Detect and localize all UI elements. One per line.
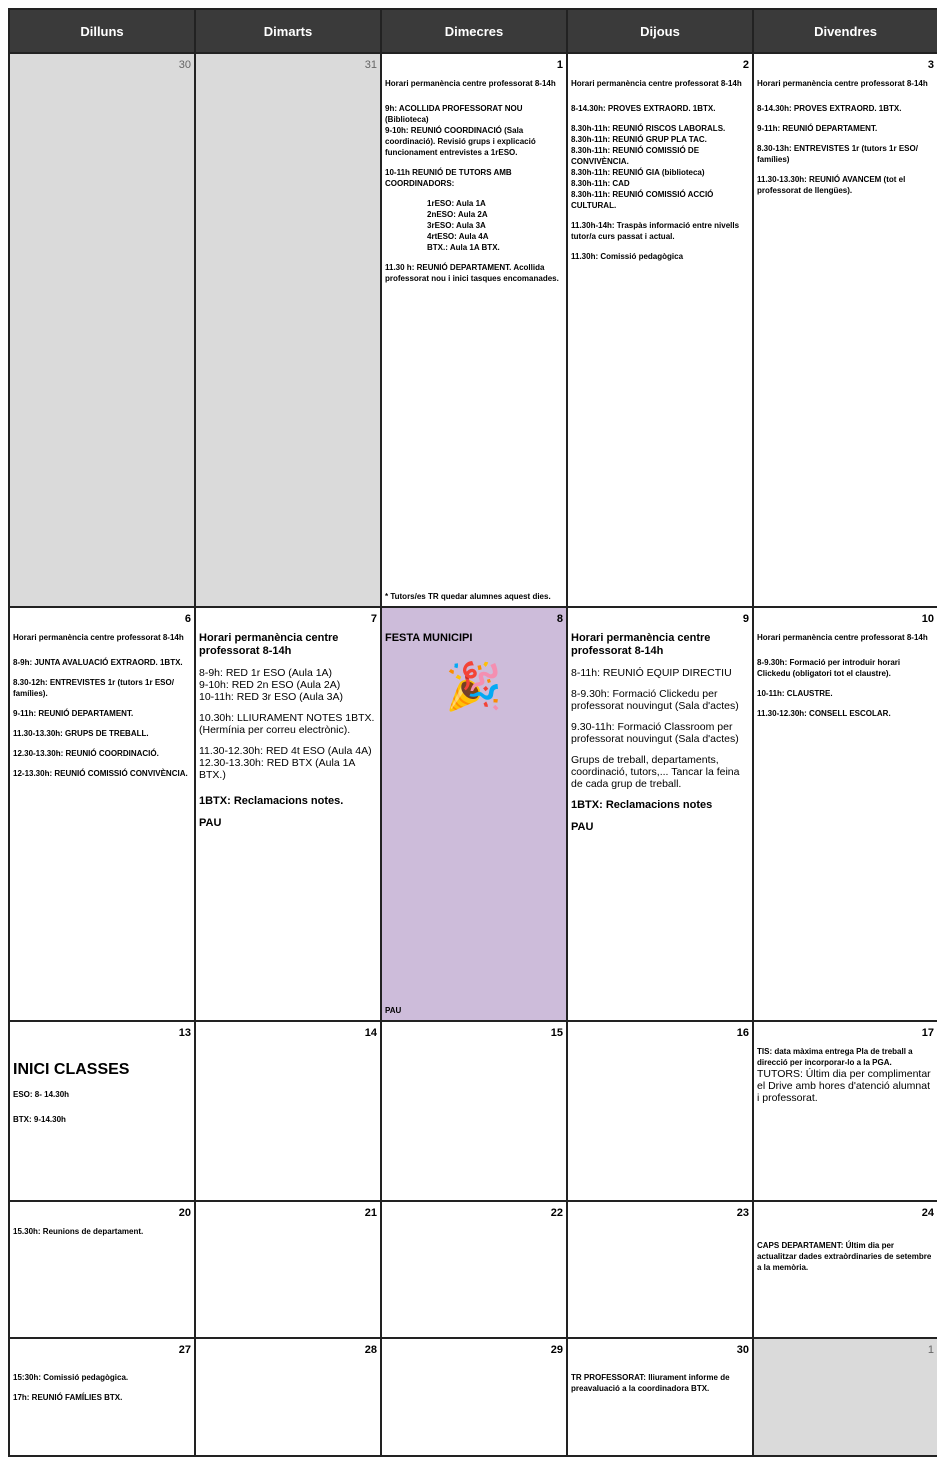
spacer — [13, 1100, 191, 1114]
event-text: 8-11h: REUNIÓ EQUIP DIRECTIU — [571, 667, 732, 679]
day-cell — [753, 1021, 937, 1201]
spacer — [13, 668, 191, 677]
day-cell — [195, 1201, 381, 1338]
spacer — [571, 658, 749, 667]
event-text: 9h: ACOLLIDA PROFESSORAT NOU (Biblioteca) — [385, 104, 523, 124]
day-cell — [753, 607, 937, 1021]
day-cell — [753, 1338, 937, 1456]
spacer — [13, 759, 191, 768]
event-text: 11.30h-14h: Traspàs informació entre nivells tutor/a curs passat i actual. — [571, 221, 740, 241]
spacer — [571, 89, 749, 103]
day-cell — [9, 1338, 195, 1456]
event-text: 11.30-12.30h: RED 4t ESO (Aula 4A) — [199, 745, 372, 757]
event-text: PAU — [199, 817, 222, 829]
day-cell — [753, 53, 937, 607]
spacer — [385, 253, 563, 262]
day-cell — [567, 53, 753, 607]
spacer — [385, 158, 563, 167]
event-text: 15:30h: Comissió pedagògica. — [13, 1373, 129, 1382]
spacer — [199, 808, 377, 817]
spacer — [757, 114, 934, 123]
day-number: 30 — [736, 1344, 749, 1356]
week-row — [9, 1338, 937, 1456]
day-cell — [381, 607, 567, 1021]
event-text: Horari permanència centre professorat 8-14h — [385, 79, 556, 88]
event-text: 10.30h: LLIURAMENT NOTES 1BTX. (Hermínia per correu electrònic). — [199, 712, 375, 736]
day-cell — [567, 607, 753, 1021]
event-text: Grups de treball, departaments, coordinació, tutors,... Tancar la feina de cada grup de treball. — [571, 754, 740, 790]
spacer — [385, 89, 563, 103]
cell-footnote: * Tutors/es TR quedar alumnes aquest dies. — [385, 592, 551, 601]
event-text: 11.30 h: REUNIÓ DEPARTAMENT. Acollida professorat nou i inici tasques encomanades. — [385, 263, 559, 283]
event-text: 11.30h: Comissió pedagògica — [571, 252, 684, 261]
spacer — [199, 658, 377, 667]
event-text: TIS: data màxima entrega Pla de treball a direcció per incorporar-lo a la PGA. — [757, 1047, 913, 1067]
event-text: 9-10h: RED 2n ESO (Aula 2A) — [199, 679, 341, 691]
spacer — [13, 1080, 191, 1089]
header-dijous: Dijous — [567, 9, 753, 53]
day-cell — [567, 1201, 753, 1338]
event-text: 8-9.30h: Formació Clickedu per professorat nouvingut (Sala d'actes) — [571, 688, 739, 712]
event-text: 10-11h REUNIÓ DE TUTORS AMB COORDINADORS: — [385, 168, 512, 188]
event-text: Horari permanència centre professorat 8-14h — [13, 633, 184, 642]
event-text: 1BTX: Reclamacions notes — [571, 799, 713, 811]
day-cell — [9, 1201, 195, 1338]
day-number: 21 — [364, 1207, 377, 1219]
event-text: 8.30h-11h: CAD — [571, 179, 630, 188]
spacer — [571, 712, 749, 721]
spacer — [571, 242, 749, 251]
event-text: TR PROFESSORAT: lliurament informe de preavaluació a la coordinadora BTX. — [571, 1373, 730, 1393]
spacer — [571, 679, 749, 688]
spacer — [199, 781, 377, 795]
event-text: 9.30-11h: Formació Classroom per professorat nouvingut (Sala d'actes) — [571, 721, 739, 745]
week-row — [9, 1021, 937, 1201]
event-text: 8-9.30h: Formació per introduir horari Clickedu (obligatori tot el claustre). — [757, 658, 901, 678]
event-text: INICI CLASSES — [13, 1061, 130, 1078]
day-number: 31 — [364, 59, 377, 71]
day-cell — [195, 1338, 381, 1456]
day-cell — [381, 1021, 567, 1201]
event-text: Horari permanència centre professorat 8-14h — [571, 79, 742, 88]
day-cell — [9, 1021, 195, 1201]
event-text: 1BTX: Reclamacions notes. — [199, 795, 344, 807]
spacer — [757, 134, 934, 143]
day-cell — [195, 53, 381, 607]
spacer — [571, 812, 749, 821]
day-number: 2 — [742, 59, 749, 71]
calendar-table — [8, 8, 937, 1457]
day-cell — [9, 607, 195, 1021]
day-number: 7 — [370, 613, 377, 625]
day-number: 13 — [178, 1027, 191, 1039]
event-text: ESO: 8- 14.30h — [13, 1090, 70, 1099]
event-text: 9-11h: REUNIÓ DEPARTAMENT. — [13, 709, 134, 718]
event-text: 12-13.30h: REUNIÓ COMISSIÓ CONVIVÈNCIA. — [13, 769, 188, 778]
day-cell — [567, 1338, 753, 1456]
cell-footnote: PAU — [385, 1006, 402, 1015]
day-number: 17 — [921, 1027, 934, 1039]
day-number: 27 — [178, 1344, 191, 1356]
event-text: 15.30h: Reunions de departament. — [13, 1227, 144, 1236]
spacer — [385, 189, 563, 198]
event-text: FESTA MUNICIPI — [385, 632, 473, 644]
day-number: 20 — [178, 1207, 191, 1219]
event-text: Horari permanència centre professorat 8-14h — [199, 632, 339, 657]
day-number: 10 — [921, 613, 934, 625]
day-number: 23 — [736, 1207, 749, 1219]
spacer — [757, 89, 934, 103]
event-text: BTX.: Aula 1A BTX. — [427, 243, 500, 252]
day-cell — [9, 53, 195, 607]
day-number: 14 — [364, 1027, 377, 1039]
day-number: 15 — [550, 1027, 563, 1039]
event-text: 8.30h-11h: REUNIÓ COMISSIÓ ACCIÓ CULTURAL. — [571, 190, 714, 210]
header-dilluns: Dilluns — [9, 9, 195, 53]
spacer — [13, 1383, 191, 1392]
event-text: BTX: 9-14.30h — [13, 1115, 66, 1124]
spacer — [199, 736, 377, 745]
spacer — [757, 1226, 934, 1240]
spacer — [13, 699, 191, 708]
event-text: 10-11h: RED 3r ESO (Aula 3A) — [199, 691, 343, 703]
week-row — [9, 53, 937, 607]
event-text: 9-11h: REUNIÓ DEPARTAMENT. — [757, 124, 878, 133]
event-text: 12.30-13.30h: RED BTX (Aula 1A BTX.) — [199, 757, 355, 781]
day-cell — [381, 1338, 567, 1456]
spacer — [757, 643, 934, 657]
spacer — [571, 211, 749, 220]
day-number: 8 — [556, 613, 563, 625]
day-number: 28 — [364, 1344, 377, 1356]
day-number: 1 — [927, 1344, 934, 1356]
week-row — [9, 607, 937, 1021]
event-text: PAU — [571, 821, 594, 833]
spacer — [757, 699, 934, 708]
event-text: 8.30h-11h: REUNIÓ GIA (biblioteca) — [571, 168, 705, 177]
event-text: Horari permanència centre professorat 8-14h — [757, 79, 928, 88]
event-text: 17h: REUNIÓ FAMÍLIES BTX. — [13, 1393, 123, 1402]
day-cell — [381, 53, 567, 607]
spacer — [571, 1363, 749, 1372]
event-text: 1rESO: Aula 1A — [427, 199, 486, 208]
event-text: Horari permanència centre professorat 8-14h — [757, 633, 928, 642]
event-text: 3rESO: Aula 3A — [427, 221, 486, 230]
header-divendres: Divendres — [753, 9, 937, 53]
day-number: 22 — [550, 1207, 563, 1219]
week-row — [9, 1201, 937, 1338]
header-dimarts: Dimarts — [195, 9, 381, 53]
event-text: 11.30-12.30h: CONSELL ESCOLAR. — [757, 709, 891, 718]
event-text: TUTORS: Últim dia per complimentar el Drive amb hores d'atenció alumnat i professorat. — [757, 1068, 931, 1104]
day-number: 24 — [921, 1207, 934, 1219]
event-text: 2nESO: Aula 2A — [427, 210, 488, 219]
spacer — [571, 790, 749, 799]
event-text: CAPS DEPARTAMENT: Últim dia per actualitzar dades extraòrdinaries de setembre a la memòria. — [757, 1241, 932, 1272]
day-number: 9 — [742, 613, 749, 625]
day-number: 16 — [736, 1027, 749, 1039]
event-text: 8-9h: JUNTA AVALUACIÓ EXTRAORD. 1BTX. — [13, 658, 183, 667]
day-number: 6 — [184, 613, 191, 625]
event-text: 8.30h-11h: REUNIÓ COMISSIÓ DE CONVIVÈNCIA. — [571, 146, 700, 166]
event-text: 12.30-13.30h: REUNIÓ COORDINACIÓ. — [13, 749, 159, 758]
event-text: 8.30-12h: ENTREVISTES 1r (tutors 1r ESO/ famílies). — [13, 678, 174, 698]
event-text: Horari permanència centre professorat 8-14h — [571, 632, 711, 657]
day-cell — [195, 607, 381, 1021]
calendar — [8, 8, 937, 1457]
event-text: 8.30h-11h: REUNIÓ GRUP PLA TAC. — [571, 135, 707, 144]
spacer — [13, 719, 191, 728]
event-text: 8-14.30h: PROVES EXTRAORD. 1BTX. — [571, 104, 716, 113]
day-number: 1 — [556, 59, 563, 71]
day-cell — [195, 1021, 381, 1201]
event-text: 10-11h: CLAUSTRE. — [757, 689, 833, 698]
day-cell — [567, 1021, 753, 1201]
header-row — [9, 9, 937, 53]
event-text: 8.30-13h: ENTREVISTES 1r (tutors 1r ESO/ famílies) — [757, 144, 918, 164]
party-popper-icon: 🎉 — [445, 660, 503, 712]
spacer — [571, 114, 749, 123]
day-number: 30 — [178, 59, 191, 71]
spacer — [13, 643, 191, 657]
day-number: 3 — [927, 59, 934, 71]
event-text: 9-10h: REUNIÓ COORDINACIÓ (Sala coordinació). Revisió grups i explicació funcionament entrevistes a 1rESO. — [385, 126, 536, 157]
event-text: 4rtESO: Aula 4A — [427, 232, 489, 241]
day-cell — [381, 1201, 567, 1338]
spacer — [13, 1046, 191, 1060]
event-text: 8-14.30h: PROVES EXTRAORD. 1BTX. — [757, 104, 902, 113]
spacer — [571, 745, 749, 754]
event-text: 11.30-13.30h: GRUPS DE TREBALL. — [13, 729, 149, 738]
spacer — [13, 739, 191, 748]
spacer — [13, 1363, 191, 1372]
event-text: 8-9h: RED 1r ESO (Aula 1A) — [199, 667, 333, 679]
event-text: 8.30h-11h: REUNIÓ RISCOS LABORALS. — [571, 124, 726, 133]
event-text: 11.30-13.30h: REUNIÓ AVANCEM (tot el professorat de llengües). — [757, 175, 906, 195]
spacer — [757, 165, 934, 174]
spacer — [199, 703, 377, 712]
day-cell — [753, 1201, 937, 1338]
day-number: 29 — [550, 1344, 563, 1356]
spacer — [757, 679, 934, 688]
header-dimecres: Dimecres — [381, 9, 567, 53]
